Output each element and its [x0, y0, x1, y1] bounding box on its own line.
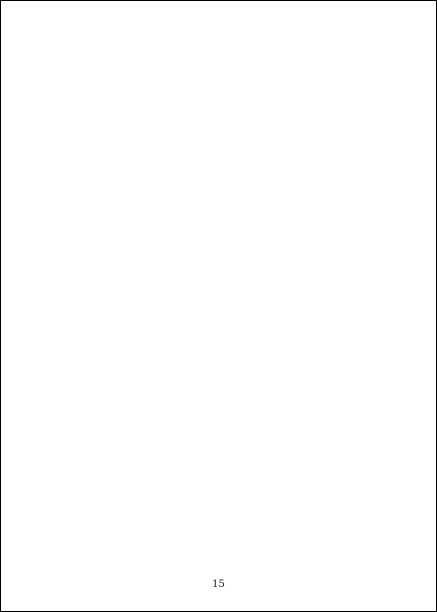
lower-text-column: [166, 295, 178, 541]
upper-text-column: [365, 57, 376, 269]
lower-text-column: [75, 295, 87, 541]
lower-text-column: [30, 295, 42, 541]
upper-text-column: [239, 57, 250, 269]
upper-text-column: [393, 57, 404, 269]
upper-text-column: [142, 57, 153, 269]
upper-text-block: [30, 57, 404, 269]
upper-text-column: [30, 57, 41, 269]
upper-text-column: [267, 57, 278, 269]
upper-text-column: [44, 57, 55, 269]
lower-text-column: [392, 295, 404, 541]
lower-text-column: [136, 295, 148, 541]
lower-text-column: [301, 295, 313, 541]
lower-text-column: [211, 295, 223, 541]
upper-text-column: [170, 57, 181, 269]
lower-text-column: [317, 295, 329, 541]
upper-text-column: [309, 57, 320, 269]
upper-text-column: [281, 57, 292, 269]
upper-text-column: [323, 57, 334, 269]
lower-text-column: [196, 295, 208, 541]
upper-text-column: [379, 57, 390, 269]
upper-text-column: [351, 57, 362, 269]
upper-text-column: [337, 57, 348, 269]
upper-text-column: [114, 57, 125, 269]
upper-text-column: [86, 57, 97, 269]
lower-text-column: [271, 295, 283, 541]
page-number: 15: [212, 579, 225, 590]
lower-text-column: [121, 295, 133, 541]
upper-text-column: [225, 57, 236, 269]
lower-text-column: [332, 295, 344, 541]
upper-text-column: [295, 57, 306, 269]
lower-text-column: [90, 295, 102, 541]
upper-text-column: [197, 57, 208, 269]
lower-text-column: [241, 295, 253, 541]
upper-text-column: [72, 57, 83, 269]
upper-text-column: [253, 57, 264, 269]
lower-text-block: [30, 295, 404, 541]
upper-text-column: [211, 57, 222, 269]
lower-text-column: [151, 295, 163, 541]
lower-text-column: [362, 295, 374, 541]
upper-text-column: [58, 57, 69, 269]
lower-text-column: [105, 295, 117, 541]
lower-text-column: [377, 295, 389, 541]
lower-text-column: [45, 295, 57, 541]
lower-text-column: [181, 295, 193, 541]
lower-text-column: [347, 295, 359, 541]
upper-text-column: [100, 57, 111, 269]
lower-text-column: [60, 295, 72, 541]
lower-text-column: [286, 295, 298, 541]
upper-text-column: [184, 57, 195, 269]
upper-text-column: [156, 57, 167, 269]
lower-text-column: [226, 295, 238, 541]
upper-text-column: [128, 57, 139, 269]
lower-text-column: [256, 295, 268, 541]
